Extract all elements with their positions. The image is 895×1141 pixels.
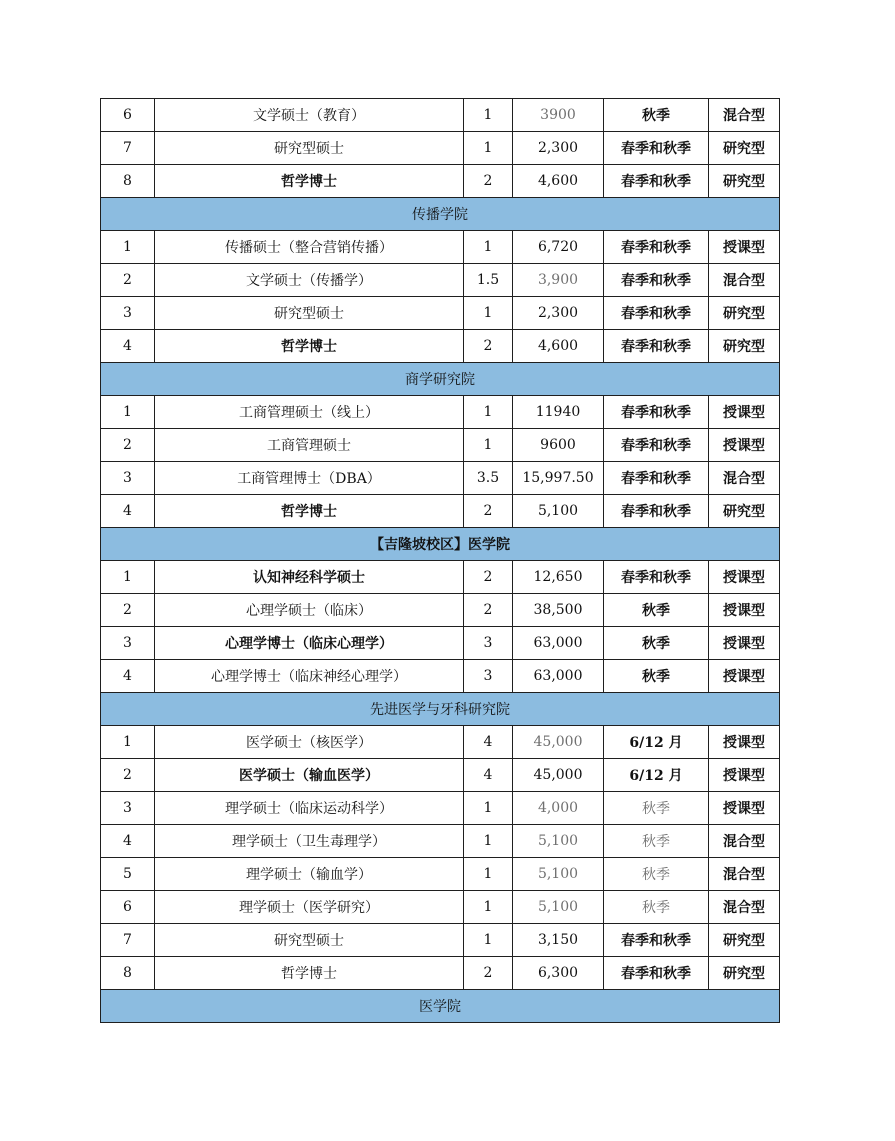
table-body bbox=[101, 99, 780, 1023]
program-name-cell: 哲学博士 bbox=[155, 165, 464, 198]
section-header-row bbox=[101, 363, 780, 396]
fee-cell: 63,000 bbox=[513, 627, 604, 660]
study-mode-cell: 研究型 bbox=[709, 297, 780, 330]
duration-cell: 1 bbox=[464, 792, 513, 825]
study-mode-cell: 混合型 bbox=[709, 858, 780, 891]
intake-cell: 秋季 bbox=[604, 627, 709, 660]
duration-cell: 2 bbox=[464, 165, 513, 198]
section-header-row bbox=[101, 693, 780, 726]
program-name-cell: 文学硕士（传播学） bbox=[155, 264, 464, 297]
table-row bbox=[101, 924, 780, 957]
section-title: 商学研究院 bbox=[101, 363, 780, 396]
duration-cell: 1 bbox=[464, 396, 513, 429]
duration-cell: 1 bbox=[464, 891, 513, 924]
table-row bbox=[101, 231, 780, 264]
intake-cell: 春季和秋季 bbox=[604, 561, 709, 594]
program-name-cell: 理学硕士（卫生毒理学） bbox=[155, 825, 464, 858]
program-name-cell: 哲学博士 bbox=[155, 495, 464, 528]
study-mode-cell: 授课型 bbox=[709, 759, 780, 792]
table-row bbox=[101, 792, 780, 825]
program-name-cell: 哲学博士 bbox=[155, 957, 464, 990]
table-row bbox=[101, 462, 780, 495]
row-number-cell: 4 bbox=[101, 660, 155, 693]
row-number-cell: 7 bbox=[101, 924, 155, 957]
program-name-cell: 理学硕士（临床运动科学） bbox=[155, 792, 464, 825]
table-row bbox=[101, 594, 780, 627]
program-name-cell: 文学硕士（教育） bbox=[155, 99, 464, 132]
table-row bbox=[101, 726, 780, 759]
row-number-cell: 8 bbox=[101, 957, 155, 990]
table-row bbox=[101, 165, 780, 198]
program-name-cell: 工商管理硕士 bbox=[155, 429, 464, 462]
intake-cell: 秋季 bbox=[604, 825, 709, 858]
intake-cell: 秋季 bbox=[604, 99, 709, 132]
row-number-cell: 2 bbox=[101, 264, 155, 297]
intake-cell: 春季和秋季 bbox=[604, 330, 709, 363]
fee-cell: 2,300 bbox=[513, 297, 604, 330]
row-number-cell: 4 bbox=[101, 330, 155, 363]
table-row bbox=[101, 891, 780, 924]
section-title: 传播学院 bbox=[101, 198, 780, 231]
program-name-cell: 认知神经科学硕士 bbox=[155, 561, 464, 594]
duration-cell: 1 bbox=[464, 132, 513, 165]
fee-cell: 4,000 bbox=[513, 792, 604, 825]
section-header-row bbox=[101, 528, 780, 561]
intake-cell: 秋季 bbox=[604, 792, 709, 825]
study-mode-cell: 混合型 bbox=[709, 264, 780, 297]
duration-cell: 2 bbox=[464, 495, 513, 528]
program-name-cell: 理学硕士（医学研究） bbox=[155, 891, 464, 924]
fee-cell: 5,100 bbox=[513, 891, 604, 924]
study-mode-cell: 授课型 bbox=[709, 429, 780, 462]
program-name-cell: 医学硕士（核医学） bbox=[155, 726, 464, 759]
section-title: 医学院 bbox=[101, 990, 780, 1023]
study-mode-cell: 研究型 bbox=[709, 132, 780, 165]
duration-cell: 4 bbox=[464, 726, 513, 759]
duration-cell: 2 bbox=[464, 561, 513, 594]
row-number-cell: 1 bbox=[101, 726, 155, 759]
duration-cell: 2 bbox=[464, 957, 513, 990]
fee-cell: 3,150 bbox=[513, 924, 604, 957]
row-number-cell: 3 bbox=[101, 792, 155, 825]
row-number-cell: 6 bbox=[101, 891, 155, 924]
study-mode-cell: 授课型 bbox=[709, 627, 780, 660]
table-row bbox=[101, 429, 780, 462]
row-number-cell: 5 bbox=[101, 858, 155, 891]
fee-cell: 12,650 bbox=[513, 561, 604, 594]
table-row bbox=[101, 99, 780, 132]
study-mode-cell: 研究型 bbox=[709, 957, 780, 990]
table-row bbox=[101, 264, 780, 297]
fee-cell: 6,300 bbox=[513, 957, 604, 990]
study-mode-cell: 授课型 bbox=[709, 726, 780, 759]
table-row bbox=[101, 858, 780, 891]
row-number-cell: 6 bbox=[101, 99, 155, 132]
table-row bbox=[101, 330, 780, 363]
program-name-cell: 工商管理硕士（线上） bbox=[155, 396, 464, 429]
fee-cell: 2,300 bbox=[513, 132, 604, 165]
table-row bbox=[101, 297, 780, 330]
study-mode-cell: 研究型 bbox=[709, 495, 780, 528]
fee-cell: 3,900 bbox=[513, 264, 604, 297]
intake-cell: 秋季 bbox=[604, 660, 709, 693]
table-row bbox=[101, 495, 780, 528]
program-name-cell: 传播硕士（整合营销传播） bbox=[155, 231, 464, 264]
program-fee-table bbox=[100, 98, 780, 1023]
program-name-cell: 心理学博士（临床神经心理学） bbox=[155, 660, 464, 693]
fee-cell: 45,000 bbox=[513, 759, 604, 792]
duration-cell: 3 bbox=[464, 627, 513, 660]
row-number-cell: 2 bbox=[101, 594, 155, 627]
row-number-cell: 1 bbox=[101, 231, 155, 264]
intake-cell: 春季和秋季 bbox=[604, 297, 709, 330]
row-number-cell: 3 bbox=[101, 297, 155, 330]
study-mode-cell: 授课型 bbox=[709, 231, 780, 264]
program-name-cell: 理学硕士（输血学） bbox=[155, 858, 464, 891]
duration-cell: 1 bbox=[464, 825, 513, 858]
intake-cell: 春季和秋季 bbox=[604, 231, 709, 264]
study-mode-cell: 研究型 bbox=[709, 924, 780, 957]
program-name-cell: 工商管理博士（DBA） bbox=[155, 462, 464, 495]
duration-cell: 4 bbox=[464, 759, 513, 792]
section-title: 【吉隆坡校区】医学院 bbox=[101, 528, 780, 561]
fee-cell: 9600 bbox=[513, 429, 604, 462]
study-mode-cell: 混合型 bbox=[709, 99, 780, 132]
duration-cell: 1 bbox=[464, 429, 513, 462]
table-row bbox=[101, 396, 780, 429]
section-title: 先进医学与牙科研究院 bbox=[101, 693, 780, 726]
fee-cell: 4,600 bbox=[513, 330, 604, 363]
study-mode-cell: 授课型 bbox=[709, 594, 780, 627]
fee-cell: 38,500 bbox=[513, 594, 604, 627]
intake-cell: 春季和秋季 bbox=[604, 132, 709, 165]
fee-cell: 3900 bbox=[513, 99, 604, 132]
intake-cell: 秋季 bbox=[604, 594, 709, 627]
row-number-cell: 4 bbox=[101, 825, 155, 858]
row-number-cell: 7 bbox=[101, 132, 155, 165]
fee-cell: 15,997.50 bbox=[513, 462, 604, 495]
fee-cell: 4,600 bbox=[513, 165, 604, 198]
program-name-cell: 心理学博士（临床心理学） bbox=[155, 627, 464, 660]
table-row bbox=[101, 759, 780, 792]
intake-cell: 秋季 bbox=[604, 858, 709, 891]
table-row bbox=[101, 627, 780, 660]
table-row bbox=[101, 561, 780, 594]
intake-cell: 6/12 月 bbox=[604, 759, 709, 792]
study-mode-cell: 授课型 bbox=[709, 396, 780, 429]
duration-cell: 1 bbox=[464, 858, 513, 891]
duration-cell: 1 bbox=[464, 99, 513, 132]
program-name-cell: 哲学博士 bbox=[155, 330, 464, 363]
intake-cell: 春季和秋季 bbox=[604, 264, 709, 297]
intake-cell: 6/12 月 bbox=[604, 726, 709, 759]
duration-cell: 3.5 bbox=[464, 462, 513, 495]
duration-cell: 2 bbox=[464, 594, 513, 627]
study-mode-cell: 混合型 bbox=[709, 462, 780, 495]
study-mode-cell: 研究型 bbox=[709, 165, 780, 198]
row-number-cell: 1 bbox=[101, 561, 155, 594]
fee-cell: 6,720 bbox=[513, 231, 604, 264]
row-number-cell: 2 bbox=[101, 429, 155, 462]
duration-cell: 1.5 bbox=[464, 264, 513, 297]
intake-cell: 春季和秋季 bbox=[604, 396, 709, 429]
section-header-row bbox=[101, 990, 780, 1023]
study-mode-cell: 混合型 bbox=[709, 825, 780, 858]
study-mode-cell: 混合型 bbox=[709, 891, 780, 924]
fee-cell: 5,100 bbox=[513, 858, 604, 891]
intake-cell: 春季和秋季 bbox=[604, 924, 709, 957]
intake-cell: 秋季 bbox=[604, 891, 709, 924]
duration-cell: 3 bbox=[464, 660, 513, 693]
duration-cell: 2 bbox=[464, 330, 513, 363]
program-name-cell: 心理学硕士（临床） bbox=[155, 594, 464, 627]
fee-cell: 5,100 bbox=[513, 495, 604, 528]
fee-cell: 63,000 bbox=[513, 660, 604, 693]
row-number-cell: 3 bbox=[101, 462, 155, 495]
row-number-cell: 4 bbox=[101, 495, 155, 528]
study-mode-cell: 授课型 bbox=[709, 660, 780, 693]
row-number-cell: 2 bbox=[101, 759, 155, 792]
table-row bbox=[101, 660, 780, 693]
intake-cell: 春季和秋季 bbox=[604, 429, 709, 462]
study-mode-cell: 研究型 bbox=[709, 330, 780, 363]
duration-cell: 1 bbox=[464, 924, 513, 957]
program-name-cell: 研究型硕士 bbox=[155, 297, 464, 330]
intake-cell: 春季和秋季 bbox=[604, 957, 709, 990]
duration-cell: 1 bbox=[464, 231, 513, 264]
program-name-cell: 医学硕士（输血医学） bbox=[155, 759, 464, 792]
table-row bbox=[101, 132, 780, 165]
program-name-cell: 研究型硕士 bbox=[155, 132, 464, 165]
study-mode-cell: 授课型 bbox=[709, 792, 780, 825]
study-mode-cell: 授课型 bbox=[709, 561, 780, 594]
row-number-cell: 8 bbox=[101, 165, 155, 198]
duration-cell: 1 bbox=[464, 297, 513, 330]
section-header-row bbox=[101, 198, 780, 231]
row-number-cell: 1 bbox=[101, 396, 155, 429]
fee-cell: 11940 bbox=[513, 396, 604, 429]
intake-cell: 春季和秋季 bbox=[604, 165, 709, 198]
row-number-cell: 3 bbox=[101, 627, 155, 660]
fee-cell: 5,100 bbox=[513, 825, 604, 858]
intake-cell: 春季和秋季 bbox=[604, 495, 709, 528]
intake-cell: 春季和秋季 bbox=[604, 462, 709, 495]
table-row bbox=[101, 825, 780, 858]
program-name-cell: 研究型硕士 bbox=[155, 924, 464, 957]
fee-cell: 45,000 bbox=[513, 726, 604, 759]
table-row bbox=[101, 957, 780, 990]
